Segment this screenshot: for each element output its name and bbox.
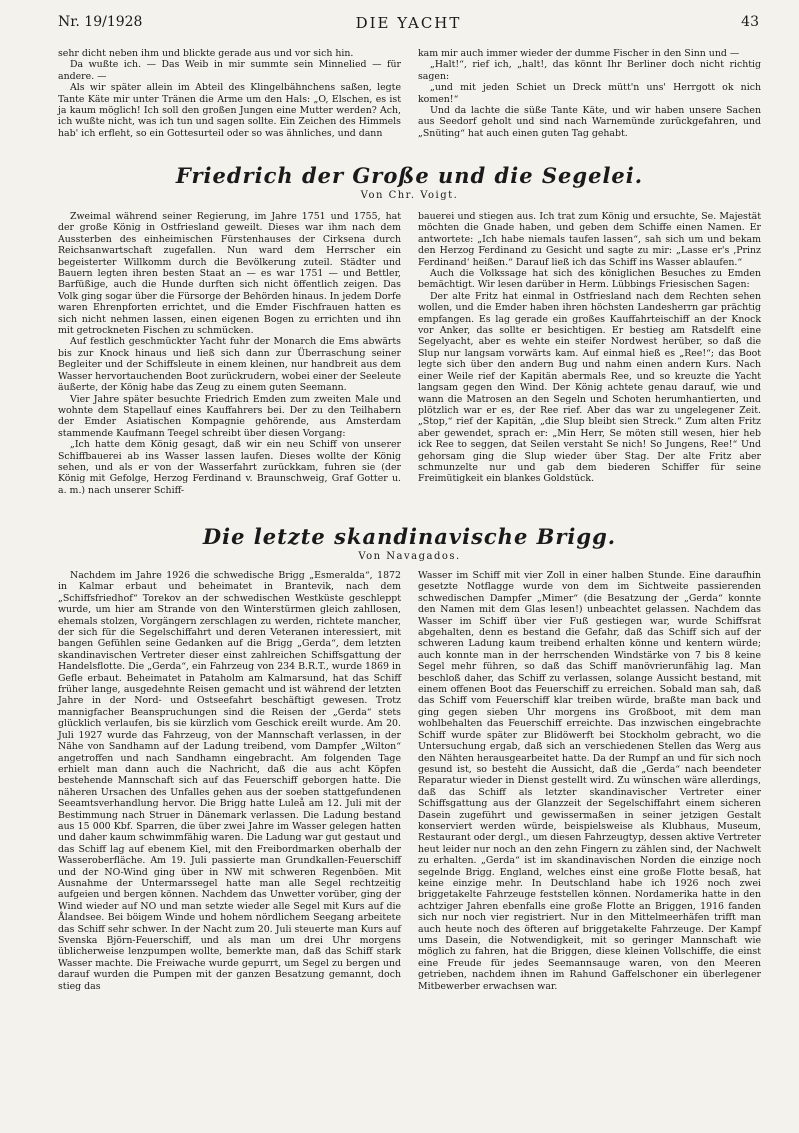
story-continuation [58,48,761,139]
paragraph: Nachdem im Jahre 1926 die schwedische Brigg „Esmeralda“, 1872 in Kalmar erbaut und beheimatet in Brantevik, nach dem „Schiffsfriedhof“ Torekov an der schwedischen Westküste geschleppt wurde, um hier am Strande von den Winterstürmen gleich zahllosen, ehemals stolzen, Vorgängern zerschlagen zu werden, richtete mancher, der sich für die Segelschiffahrt und deren Veteranen interessiert, mit bangen Gefühlen seine Gedanken auf die Brigg „Gerda“, dem letzten skandinavischen Vertreter dieser einst zahlreichen Schiffsgattung der Handelsflotte. Die „Gerda“, ein Fahrzeug von 234 B.R.T., wurde 1869 in Gefle erbaut. Beheimatet in Pataholm am Kalmarsund, hat das Schiff früher lange, ausgedehnte Reisen gemacht und ist während der letzten Jahre in der Nord- und Ostseefahrt beschäftigt gewesen. Trotz mannigfacher Beanspruchungen sind die Reisen der „Gerda“ stets glücklich verlaufen, bis sie kürzlich vom Geschick ereilt wurde. Am 20. Juli 1927 wurde das Fahrzeug, von der Mannschaft verlassen, in der Nähe von Sandhamn auf der Ladung treibend, vom Dampfer „Wilton“ angetroffen und nach Sandhamn eingebracht. Am folgenden Tage erhielt man dann auch die Nachricht, daß die aus acht Köpfen bestehende Mannschaft sich auf das Feuerschiff geborgen hatte. Die näheren Ursachen des Unfalles gehen aus der soeben stattgefundenen Seeamtsverhandlung hervor. Die Brigg hatte Luleå am 12. Juli mit der Bestimmung nach Struer in Dänemark verlassen. Die Ladung bestand aus 15 000 Kbf. Sparren, die über zwei Jahre im Wasser gelegen hatten und daher kaum schwimmfähig waren. Die Ladung war gut gestaut und das Schiff lag auf ebenem Kiel, mit den Freibordmarken oberhalb der Wasseroberfläche. Am 19. Juli passierte man Grundkallen-Feuerschiff und der NO-Wind ging über in NW mit schweren Regenböen. Mit Ausnahme der Untermarssegel hatte man alle Segel rechtzeitig aufgeien und bergen können. Nachdem das Unwetter vorüber, ging der Wind wieder auf NO und man setzte wieder alle Segel mit Kurs auf die Ålandsee. Bei böigem Winde und hohem nördlichem Seegang arbeitete das Schiff sehr schwer. In der Nacht zum 20. Juli steuerte man Kurs auf Svenska Björn-Feuerschiff, und als man um drei Uhr morgens üblicherweise lenzpumpen wollte, bemerkte man, daß das Schiff stark Wasser machte. Die Freiwache wurde gepurrt, um Segel zu bergen und darauf wurden die Pumpen mit der ganzen Besatzung gemannt, doch stieg das [58,570,401,992]
article-brigg [58,524,761,992]
paragraph: „und mit jeden Schiet un Dreck mütt'n uns' Herrgott ok nich komen!“ [418,82,761,105]
paragraph: Als wir später allein im Abteil des Klingelbähnchens saßen, legte Tante Käte mir unter Tränen die Arme um den Hals: „O, Elschen, es ist ja kaum möglich! Ich soll den großen Jungen eine Mutter werden? Ach, ich wußte nicht, was ich tun und sagen sollte. Ein Zeichen des Himmels hab' ich erfleht, so ein Gottesurteil oder so was ähnliches, und dann [58,82,401,139]
article-title: Friedrich der Große und die Segelei. [175,163,644,188]
article-friedrich [58,163,761,496]
paragraph: Vier Jahre später besuchte Friedrich Emden zum zweiten Male und wohnte dem Stapellauf eines Kauffahrers bei. Der zu den Teilhabern der Emder Asiatischen Kompagnie gehörende, aus Amsterdam stammende Kaufmann Teegel schreibt über diesen Vorgang: [58,393,401,439]
article-title: Die letzte skandinavische Brigg. [202,524,617,549]
page-number: 43 [741,14,759,30]
paragraph: kam mir auch immer wieder der dumme Fischer in den Sinn und — [418,48,740,59]
story-right-column [418,48,761,139]
paragraph: Auch die Volkssage hat sich des königlichen Besuches zu Emden bemächtigt. Wir lesen darüber in Herm. Lübbings Friesischen Sagen: [418,268,761,291]
article-byline: Von Chr. Voigt. [360,190,459,201]
paragraph: Der alte Fritz hat einmal in Ostfriesland nach dem Rechten sehen wollen, und die Emder haben ihren höchsten Landesherrn gar prächtig empfangen. Es lag gerade ein großes Kauffahrteischiff an der Knock vor Anker, das sollte er besichtigen. Er bestieg am Ratsdelft eine Segelyacht, aber es wehte ein steifer Nordwest herüber, so daß die Slup nur langsam vorwärts kam. Auf einmal hieß es „Ree!“; das Boot legte sich über den andern Bug und nahm einen andern Kurs. Nach einer Weile rief der Kapitän abermals Ree, und so kreuzte die Yacht langsam gegen den Wind. Der König achtete genau darauf, wie und wann die Matrosen an den Segeln und Schoten herumhantierten, und plötzlich war er es, der Ree rief. Aber das war zu ungelegener Zeit. „Stop,“ rief der Kapitän, „die Slup bleibt sien Streck.“ Zum alten Fritz aber gewendet, sprach er: „Min Herr, Se möten still wesen, hier heb ick Ree to seggen, dat Seilen verstaht Se nich! So Jungens, Ree!“ Und gehorsam ging die Slup wieder über Stag. Der alte Fritz aber schmunzelte nur und gab dem biederen Schiffer für seine Freimütigkeit ein blankes Goldstück. [418,290,761,485]
paragraph: Und da lachte die süße Tante Käte, und wir haben unsere Sachen aus Seedorf geholt und sind nach Warnemünde zurückgefahren, und „Snüting“ hat auch einen guten Tag gehabt. [418,105,761,139]
article-byline: Von Navagados. [358,551,461,562]
paragraph: Da wußte ich. — Das Weib in mir summte sein Minnelied — für andere. — [58,59,401,82]
paragraph: „Ich hatte dem König gesagt, daß wir ein neu Schiff von unserer Schiffbauerei ab ins Wasser lassen laufen. Dieses wollte der König sehen, und als er von der Wasserfahrt zurückkam, fuhren sie (der König mit Gefolge, Herzog Ferdinand v. Braunschweig, Graf Gotter u. a. m.) nach unserer Schiff- [58,439,401,496]
running-header [58,14,759,36]
paragraph: „Halt!“, rief ich, „halt!, das könnt Ihr Berliner doch nicht richtig sagen: [418,59,761,82]
article2-right-column [418,570,761,992]
paragraph: Wasser im Schiff mit vier Zoll in einer halben Stunde. Eine daraufhin gesetzte Notflagge wurde von dem im Sichtweite passierenden schwedischen Dampfer „Mimer“ (die Besatzung der „Gerda“ konnte den Namen mit dem Glas lesen!) unbeachtet gelassen. Nachdem das Wasser im Schiff über vier Fuß gestiegen war, wurde Schiffsrat abgehalten, denn es bestand die Gefahr, daß das Schiff sich auf der schweren Ladung kaum treibend erhalten könne und kentern würde; auch konnte man in der herrschenden Windstärke von 7 bis 8 keine Segel mehr führen, so daß das Schiff manövrierunfähig lag. Man beschloß daher, das Schiff zu verlassen, solange Aussicht bestand, mit einem offenen Boot das Feuerschiff zu erreichen. Sobald man sah, daß das Schiff vom Feuerschiff klar treiben würde, braßte man back und ging gegen sieben Uhr morgens ins Großboot, mit dem man wohlbehalten das Feuerschiff erreichte. Das inzwischen eingebrachte Schiff wurde später zur Blidöwerft bei Stockholm gebracht, wo die Untersuchung ergab, daß sich an verschiedenen Stellen das Werg aus den Nähten herausgearbeitet hatte. Da der Rumpf an und für sich noch gesund ist, so besteht die Aussicht, daß die „Gerda“ nach beendeter Reparatur wieder in Dienst gestellt wird. Zu wünschen wäre allerdings, daß das Schiff als letzter skandinavischer Vertreter einer Schiffsgattung aus der Glanzzeit der Segelschiffahrt einem sicheren Dasein zugeführt und gewissermaßen in seiner jetzigen Gestalt konserviert werden würde, beispielsweise als Klubhaus, Museum, Restaurant oder dergl., um diesen Fahrzeugtyp, dessen aktive Vertreter heut leider nur noch an den zehn Fingern zu zählen sind, der Nachwelt zu erhalten. „Gerda“ ist im skandinavischen Norden die einzige noch segelnde Brigg. England, welches einst eine große Flotte besaß, hat keine einzige mehr. In Deutschland habe ich 1926 noch zwei briggetakelte Fahrzeuge feststellen können. Nordamerika hatte in den achtziger Jahren ebenfalls eine große Flotte an Briggen, 1916 fanden sich nur noch vier registriert. Nur in den Mittelmeerhäfen trifft man auch heute noch des öfteren auf briggetakelte Fahrzeuge. Der Kampf ums Dasein, die Notwendigkeit, mit so geringer Mannschaft wie möglich zu fahren, hat die Briggen, diese kleinen Vollschiffe, die einst eine Freude für jedes Seemannsauge waren, von den Meeren getrieben, nachdem ihnen im Rahund Gaffelschoner ein überlegener Mitbewerber erwachsen war. [418,570,761,992]
magazine-title: DIE YACHT [355,14,462,32]
article2-left-column [58,570,401,992]
paragraph: sehr dicht neben ihm und blickte gerade aus und vor sich hin. [58,48,354,59]
paragraph: Auf festlich geschmückter Yacht fuhr der Monarch die Ems abwärts bis zur Knock hinaus und ließ sich dann zur Überraschung seiner Begleiter und der Schiffsleute in einem kleinen, nur handbreit aus dem Wasser hervortauchenden Boot zurückrudern, wobei einer der Seeleute äußerte, der König habe das Zeug zu einem guten Seemann. [58,336,401,394]
article1-left-column [58,211,401,496]
paragraph: Zweimal während seiner Regierung, im Jahre 1751 und 1755, hat der große König in Ostfriesland geweilt. Dieses war ihm nach dem Aussterben des einheimischen Fürstenhauses der Cirksena durch Reichsanwartschaft zugefallen. Nun ward dem Herrscher ein begeisterter Willkomm durch die Bevölkerung zuteil. Städter und Bauern legten ihren besten Staat an — es war 1751 — und Bettler, Barfüßige, auch die Hunde durften sich nicht öffentlich zeigen. Das Volk ging sogar über die Fürsorge der Behörden hinaus. In jedem Dorfe waren Ehrenpforten errichtet, und die Emder Fischfrauen hatten es sich nicht nehmen lassen, einen eigenen Bogen zu errichten und ihn mit getrockneten Fischen zu schmücken. [58,211,401,337]
article1-right-column [418,211,761,496]
paragraph: bauerei und stiegen aus. Ich trat zum König und ersuchte, Se. Majestät möchten die Gnade haben, und geben dem Schiffe einen Namen. Er antwortete: „Ich habe niemals taufen lassen“, sah sich um und bekam den Herzog Ferdinand zu Gesicht und sagte zu mir: „Lasse er's ‚Prinz Ferdinand‘ heißen.“ Darauf ließ ich das Schiff ins Wasser ablaufen.“ [418,211,761,268]
issue-number: Nr. 19/1928 [58,14,143,30]
story-left-column [58,48,401,139]
